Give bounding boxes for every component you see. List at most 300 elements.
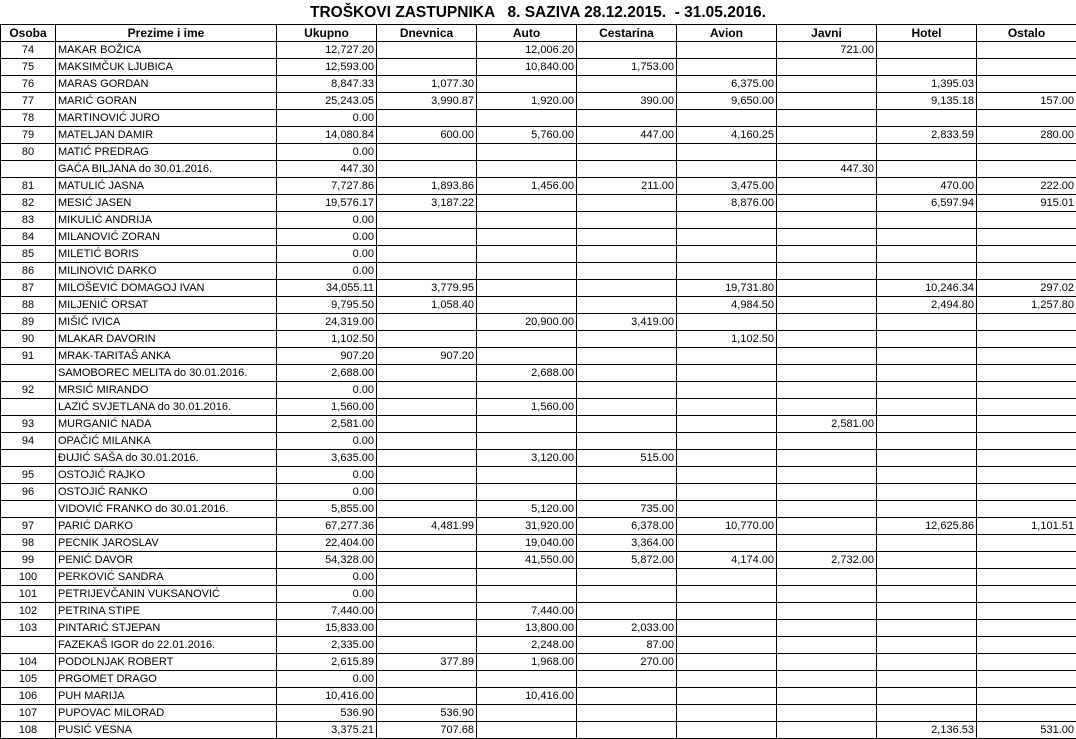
table-row — [1, 280, 1076, 297]
osoba-cell: 74 — [1, 42, 56, 59]
ukupno-cell: 0.00 — [277, 569, 377, 586]
avion-cell — [677, 637, 777, 654]
cestarina-cell: 390.00 — [577, 93, 677, 110]
osoba-cell: 80 — [1, 144, 56, 161]
ukupno-cell: 0.00 — [277, 144, 377, 161]
hotel-cell — [877, 620, 977, 637]
auto-cell — [477, 569, 577, 586]
ostalo-cell — [977, 569, 1076, 586]
avion-cell: 6,375.00 — [677, 76, 777, 93]
ostalo-cell — [977, 161, 1076, 178]
dnevnica-cell: 600.00 — [377, 127, 477, 144]
cestarina-cell: 211.00 — [577, 178, 677, 195]
cestarina-cell — [577, 365, 677, 382]
osoba-cell: 91 — [1, 348, 56, 365]
auto-cell — [477, 161, 577, 178]
name-cell: PENIĆ DAVOR — [56, 552, 277, 569]
dnevnica-cell — [377, 144, 477, 161]
osoba-cell: 102 — [1, 603, 56, 620]
table-row — [1, 467, 1076, 484]
avion-cell: 19,731.80 — [677, 280, 777, 297]
auto-cell: 3,120.00 — [477, 450, 577, 467]
javni-cell — [777, 382, 877, 399]
name-cell: MAKAR BOŽICA — [56, 42, 277, 59]
table-row — [1, 399, 1076, 416]
javni-cell — [777, 365, 877, 382]
dnevnica-cell — [377, 620, 477, 637]
name-cell: PERKOVIĆ SANDRA — [56, 569, 277, 586]
cestarina-cell: 5,872.00 — [577, 552, 677, 569]
col-header-ukupno: Ukupno — [277, 25, 377, 42]
osoba-cell: 98 — [1, 535, 56, 552]
cestarina-cell: 3,364.00 — [577, 535, 677, 552]
name-cell: MIKULIĆ ANDRIJA — [56, 212, 277, 229]
hotel-cell — [877, 654, 977, 671]
table-row — [1, 246, 1076, 263]
dnevnica-cell: 3,187.22 — [377, 195, 477, 212]
ukupno-cell: 536.90 — [277, 705, 377, 722]
hotel-cell — [877, 382, 977, 399]
cestarina-cell — [577, 416, 677, 433]
avion-cell — [677, 42, 777, 59]
auto-cell: 1,968.00 — [477, 654, 577, 671]
ukupno-cell: 9,795.50 — [277, 297, 377, 314]
ostalo-cell — [977, 144, 1076, 161]
avion-cell — [677, 416, 777, 433]
ostalo-cell — [977, 501, 1076, 518]
hotel-cell: 12,625.86 — [877, 518, 977, 535]
ukupno-cell: 15,833.00 — [277, 620, 377, 637]
auto-cell: 2,248.00 — [477, 637, 577, 654]
table-row — [1, 552, 1076, 569]
hotel-cell — [877, 246, 977, 263]
table-row — [1, 569, 1076, 586]
hotel-cell — [877, 365, 977, 382]
dnevnica-cell — [377, 450, 477, 467]
name-cell: FAZEKAŠ IGOR do 22.01.2016. — [56, 637, 277, 654]
avion-cell — [677, 688, 777, 705]
table-row — [1, 688, 1076, 705]
ostalo-cell — [977, 484, 1076, 501]
dnevnica-cell — [377, 229, 477, 246]
auto-cell — [477, 467, 577, 484]
auto-cell: 1,456.00 — [477, 178, 577, 195]
javni-cell — [777, 212, 877, 229]
name-cell: OSTOJIĆ RAJKO — [56, 467, 277, 484]
cestarina-cell: 447.00 — [577, 127, 677, 144]
hotel-cell — [877, 59, 977, 76]
name-cell: PECNIK JAROSLAV — [56, 535, 277, 552]
auto-cell — [477, 586, 577, 603]
hotel-cell — [877, 263, 977, 280]
name-cell: MURGANIĆ NADA — [56, 416, 277, 433]
auto-cell: 7,440.00 — [477, 603, 577, 620]
avion-cell — [677, 399, 777, 416]
ostalo-cell — [977, 399, 1076, 416]
avion-cell: 1,102.50 — [677, 331, 777, 348]
javni-cell — [777, 280, 877, 297]
javni-cell — [777, 314, 877, 331]
ukupno-cell: 7,727.86 — [277, 178, 377, 195]
header-row — [1, 25, 1076, 42]
ukupno-cell: 7,440.00 — [277, 603, 377, 620]
auto-cell — [477, 297, 577, 314]
hotel-cell — [877, 569, 977, 586]
auto-cell: 31,920.00 — [477, 518, 577, 535]
osoba-cell: 90 — [1, 331, 56, 348]
javni-cell: 721.00 — [777, 42, 877, 59]
ukupno-cell: 447.30 — [277, 161, 377, 178]
hotel-cell — [877, 212, 977, 229]
avion-cell — [677, 144, 777, 161]
dnevnica-cell — [377, 399, 477, 416]
ukupno-cell: 54,328.00 — [277, 552, 377, 569]
avion-cell — [677, 671, 777, 688]
avion-cell — [677, 467, 777, 484]
auto-cell — [477, 212, 577, 229]
cestarina-cell — [577, 229, 677, 246]
javni-cell: 447.30 — [777, 161, 877, 178]
ostalo-cell — [977, 229, 1076, 246]
avion-cell — [677, 263, 777, 280]
table-row — [1, 195, 1076, 212]
hotel-cell — [877, 603, 977, 620]
name-cell: VIDOVIĆ FRANKO do 30.01.2016. — [56, 501, 277, 518]
auto-cell — [477, 229, 577, 246]
ostalo-cell — [977, 212, 1076, 229]
auto-cell — [477, 76, 577, 93]
dnevnica-cell — [377, 671, 477, 688]
avion-cell — [677, 722, 777, 739]
page-title: TROŠKOVI ZASTUPNIKA 8. SAZIVA 28.12.2015. - 31.05.2016. — [0, 0, 1076, 24]
cestarina-cell — [577, 688, 677, 705]
ostalo-cell: 280.00 — [977, 127, 1076, 144]
ostalo-cell — [977, 348, 1076, 365]
ukupno-cell: 34,055.11 — [277, 280, 377, 297]
javni-cell — [777, 603, 877, 620]
col-header-osoba: Osoba — [1, 25, 56, 42]
table-row — [1, 297, 1076, 314]
javni-cell — [777, 671, 877, 688]
javni-cell — [777, 229, 877, 246]
dnevnica-cell — [377, 603, 477, 620]
name-cell: PETRIJEVČANIN VUKSANOVIĆ — [56, 586, 277, 603]
ostalo-cell — [977, 620, 1076, 637]
javni-cell — [777, 688, 877, 705]
ostalo-cell — [977, 671, 1076, 688]
cestarina-cell — [577, 161, 677, 178]
javni-cell — [777, 637, 877, 654]
osoba-cell: 77 — [1, 93, 56, 110]
javni-cell — [777, 144, 877, 161]
table-row — [1, 144, 1076, 161]
auto-cell: 41,550.00 — [477, 552, 577, 569]
ostalo-cell — [977, 637, 1076, 654]
dnevnica-cell — [377, 637, 477, 654]
table-row — [1, 365, 1076, 382]
cestarina-cell — [577, 76, 677, 93]
ukupno-cell: 3,635.00 — [277, 450, 377, 467]
name-cell: MILJENIĆ ORSAT — [56, 297, 277, 314]
ukupno-cell: 25,243.05 — [277, 93, 377, 110]
name-cell: MRAK-TARITAŠ ANKA — [56, 348, 277, 365]
javni-cell — [777, 586, 877, 603]
hotel-cell — [877, 450, 977, 467]
cestarina-cell — [577, 280, 677, 297]
javni-cell — [777, 263, 877, 280]
javni-cell — [777, 93, 877, 110]
ostalo-cell — [977, 416, 1076, 433]
avion-cell — [677, 59, 777, 76]
auto-cell: 19,040.00 — [477, 535, 577, 552]
dnevnica-cell: 3,990.87 — [377, 93, 477, 110]
avion-cell — [677, 110, 777, 127]
hotel-cell — [877, 331, 977, 348]
avion-cell — [677, 705, 777, 722]
ukupno-cell: 1,560.00 — [277, 399, 377, 416]
javni-cell — [777, 348, 877, 365]
avion-cell — [677, 365, 777, 382]
avion-cell — [677, 348, 777, 365]
auto-cell: 5,120.00 — [477, 501, 577, 518]
osoba-cell: 82 — [1, 195, 56, 212]
avion-cell — [677, 314, 777, 331]
name-cell: MRSIĆ MIRANDO — [56, 382, 277, 399]
avion-cell — [677, 586, 777, 603]
auto-cell — [477, 246, 577, 263]
name-cell: MILOŠEVIĆ DOMAGOJ IVAN — [56, 280, 277, 297]
javni-cell — [777, 76, 877, 93]
table-row — [1, 331, 1076, 348]
name-cell: GAĆA BILJANA do 30.01.2016. — [56, 161, 277, 178]
table-row — [1, 654, 1076, 671]
osoba-cell: 87 — [1, 280, 56, 297]
auto-cell: 2,688.00 — [477, 365, 577, 382]
auto-cell: 1,920.00 — [477, 93, 577, 110]
auto-cell: 10,416.00 — [477, 688, 577, 705]
dnevnica-cell: 707.68 — [377, 722, 477, 739]
auto-cell — [477, 416, 577, 433]
hotel-cell — [877, 552, 977, 569]
name-cell: PUH MARIJA — [56, 688, 277, 705]
osoba-cell: 92 — [1, 382, 56, 399]
javni-cell — [777, 59, 877, 76]
auto-cell: 20,900.00 — [477, 314, 577, 331]
name-cell: LAZIĆ SVJETLANA do 30.01.2016. — [56, 399, 277, 416]
avion-cell — [677, 569, 777, 586]
cestarina-cell — [577, 484, 677, 501]
ukupno-cell: 0.00 — [277, 212, 377, 229]
cestarina-cell — [577, 671, 677, 688]
ukupno-cell: 0.00 — [277, 263, 377, 280]
javni-cell — [777, 705, 877, 722]
name-cell: PUPOVAC MILORAD — [56, 705, 277, 722]
cestarina-cell — [577, 467, 677, 484]
javni-cell — [777, 195, 877, 212]
dnevnica-cell — [377, 365, 477, 382]
dnevnica-cell: 377.89 — [377, 654, 477, 671]
cestarina-cell: 515.00 — [577, 450, 677, 467]
name-cell: MARAS GORDAN — [56, 76, 277, 93]
avion-cell — [677, 450, 777, 467]
ukupno-cell: 14,080.84 — [277, 127, 377, 144]
table-row — [1, 348, 1076, 365]
ostalo-cell — [977, 552, 1076, 569]
hotel-cell: 1,395.03 — [877, 76, 977, 93]
auto-cell — [477, 722, 577, 739]
ukupno-cell: 12,593.00 — [277, 59, 377, 76]
table-row — [1, 484, 1076, 501]
javni-cell — [777, 450, 877, 467]
osoba-cell — [1, 501, 56, 518]
osoba-cell: 100 — [1, 569, 56, 586]
ostalo-cell: 1,257.80 — [977, 297, 1076, 314]
ostalo-cell — [977, 365, 1076, 382]
avion-cell: 9,650.00 — [677, 93, 777, 110]
name-cell: PETRINA STIPE — [56, 603, 277, 620]
dnevnica-cell: 907.20 — [377, 348, 477, 365]
osoba-cell: 78 — [1, 110, 56, 127]
ukupno-cell: 67,277.36 — [277, 518, 377, 535]
cestarina-cell — [577, 569, 677, 586]
dnevnica-cell — [377, 569, 477, 586]
auto-cell — [477, 110, 577, 127]
cestarina-cell — [577, 399, 677, 416]
dnevnica-cell — [377, 535, 477, 552]
ukupno-cell: 8,847.33 — [277, 76, 377, 93]
hotel-cell: 2,136.53 — [877, 722, 977, 739]
cestarina-cell: 3,419.00 — [577, 314, 677, 331]
hotel-cell — [877, 637, 977, 654]
osoba-cell: 101 — [1, 586, 56, 603]
auto-cell — [477, 263, 577, 280]
name-cell: MESIĆ JASEN — [56, 195, 277, 212]
avion-cell — [677, 654, 777, 671]
name-cell: MATULIĆ JASNA — [56, 178, 277, 195]
ostalo-cell: 157.00 — [977, 93, 1076, 110]
ukupno-cell: 0.00 — [277, 586, 377, 603]
auto-cell: 1,560.00 — [477, 399, 577, 416]
auto-cell — [477, 348, 577, 365]
table-body — [1, 42, 1076, 739]
expenses-table — [0, 24, 1076, 739]
osoba-cell — [1, 399, 56, 416]
table-row — [1, 586, 1076, 603]
osoba-cell — [1, 637, 56, 654]
hotel-cell: 2,494.80 — [877, 297, 977, 314]
name-cell: MATELJAN DAMIR — [56, 127, 277, 144]
hotel-cell — [877, 688, 977, 705]
table-row — [1, 671, 1076, 688]
ukupno-cell: 2,335.00 — [277, 637, 377, 654]
ukupno-cell: 0.00 — [277, 467, 377, 484]
cestarina-cell — [577, 144, 677, 161]
table-row — [1, 450, 1076, 467]
hotel-cell — [877, 467, 977, 484]
osoba-cell — [1, 161, 56, 178]
hotel-cell — [877, 144, 977, 161]
javni-cell — [777, 467, 877, 484]
osoba-cell: 106 — [1, 688, 56, 705]
auto-cell — [477, 433, 577, 450]
dnevnica-cell — [377, 552, 477, 569]
name-cell: MARTINOVIĆ JURO — [56, 110, 277, 127]
avion-cell: 4,174.00 — [677, 552, 777, 569]
table-row — [1, 42, 1076, 59]
ukupno-cell: 2,581.00 — [277, 416, 377, 433]
col-header-auto: Auto — [477, 25, 577, 42]
javni-cell — [777, 331, 877, 348]
javni-cell — [777, 484, 877, 501]
dnevnica-cell — [377, 501, 477, 518]
cestarina-cell — [577, 348, 677, 365]
osoba-cell: 89 — [1, 314, 56, 331]
table-row — [1, 59, 1076, 76]
cestarina-cell — [577, 331, 677, 348]
avion-cell — [677, 484, 777, 501]
name-cell: OSTOJIĆ RANKO — [56, 484, 277, 501]
avion-cell: 10,770.00 — [677, 518, 777, 535]
avion-cell — [677, 229, 777, 246]
osoba-cell: 95 — [1, 467, 56, 484]
ukupno-cell: 0.00 — [277, 110, 377, 127]
col-header-dnevnica: Dnevnica — [377, 25, 477, 42]
name-cell: MIŠIĆ IVICA — [56, 314, 277, 331]
ukupno-cell: 5,855.00 — [277, 501, 377, 518]
osoba-cell: 107 — [1, 705, 56, 722]
osoba-cell: 85 — [1, 246, 56, 263]
cestarina-cell — [577, 42, 677, 59]
cestarina-cell — [577, 586, 677, 603]
osoba-cell: 86 — [1, 263, 56, 280]
ostalo-cell — [977, 688, 1076, 705]
table-row — [1, 637, 1076, 654]
auto-cell: 5,760.00 — [477, 127, 577, 144]
table-row — [1, 263, 1076, 280]
cestarina-cell — [577, 110, 677, 127]
table-row — [1, 416, 1076, 433]
table-row — [1, 314, 1076, 331]
cestarina-cell — [577, 382, 677, 399]
auto-cell: 12,006.20 — [477, 42, 577, 59]
osoba-cell: 103 — [1, 620, 56, 637]
table-row — [1, 178, 1076, 195]
dnevnica-cell — [377, 59, 477, 76]
cestarina-cell: 6,378.00 — [577, 518, 677, 535]
javni-cell — [777, 399, 877, 416]
ostalo-cell — [977, 705, 1076, 722]
dnevnica-cell — [377, 161, 477, 178]
ukupno-cell: 0.00 — [277, 671, 377, 688]
ostalo-cell — [977, 59, 1076, 76]
hotel-cell — [877, 671, 977, 688]
auto-cell — [477, 280, 577, 297]
hotel-cell — [877, 535, 977, 552]
ostalo-cell — [977, 110, 1076, 127]
cestarina-cell — [577, 263, 677, 280]
cestarina-cell — [577, 433, 677, 450]
cestarina-cell: 2,033.00 — [577, 620, 677, 637]
ukupno-cell: 10,416.00 — [277, 688, 377, 705]
cestarina-cell: 87.00 — [577, 637, 677, 654]
javni-cell — [777, 722, 877, 739]
avion-cell — [677, 620, 777, 637]
osoba-cell: 76 — [1, 76, 56, 93]
auto-cell — [477, 705, 577, 722]
avion-cell: 8,876.00 — [677, 195, 777, 212]
avion-cell: 4,984.50 — [677, 297, 777, 314]
table-row — [1, 127, 1076, 144]
